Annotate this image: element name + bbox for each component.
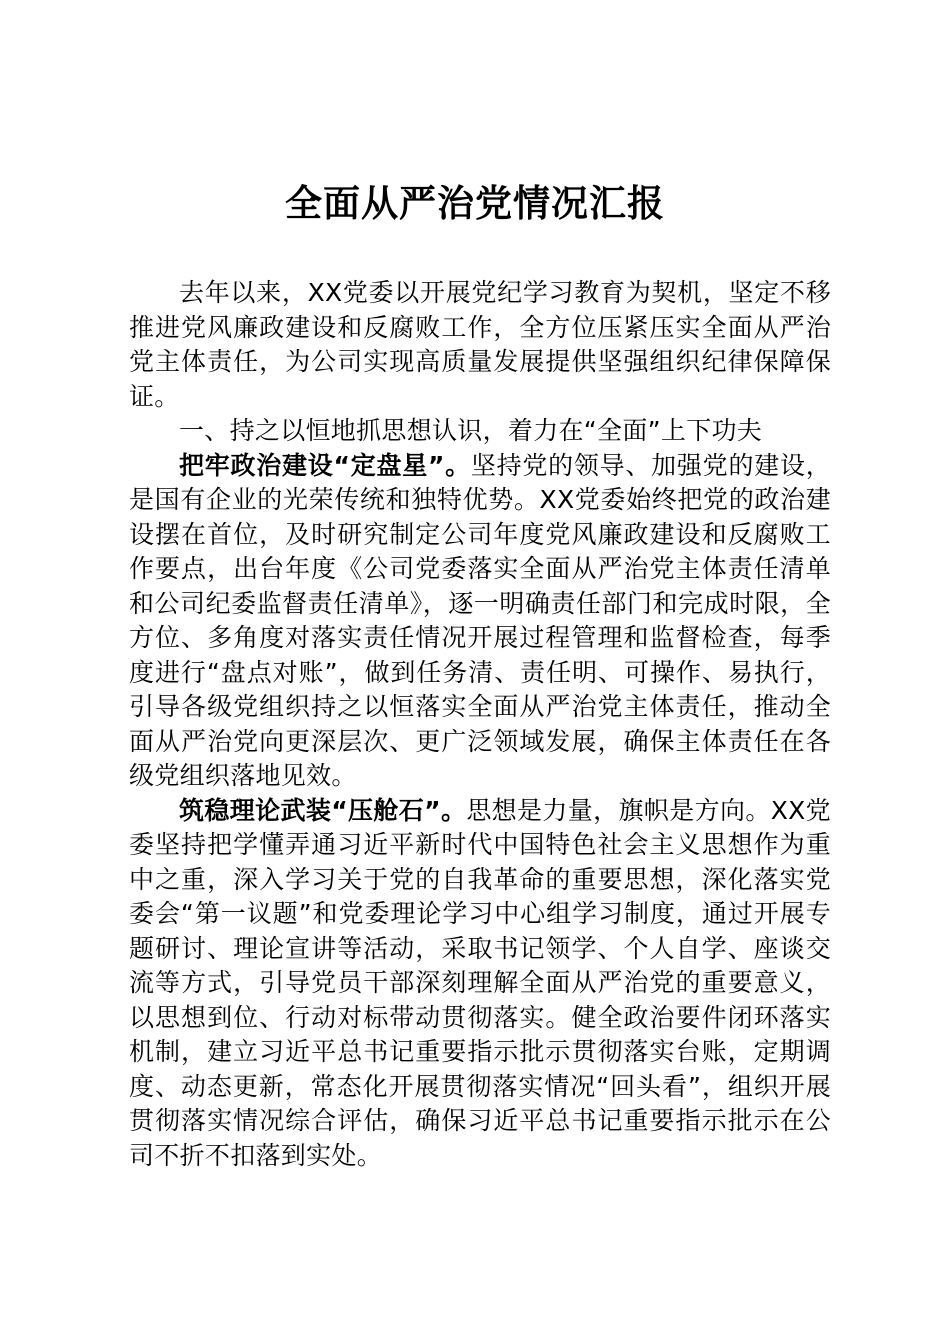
paragraph-text: 一、持之以恒地抓思想认识，着力在“全面”上下功夫	[179, 416, 763, 445]
document-title: 全面从严治党情况汇报	[285, 181, 665, 225]
paragraph-political-building	[129, 449, 831, 794]
paragraph-text: 去年以来，XX党委以开展党纪学习教育为契机，坚定不移推进党风廉政建设和反腐败工作，全方位压紧压实全面从严治党主体责任，为公司实现高质量发展提供坚强组织纪律保障保证。	[129, 278, 831, 411]
paragraph-text: 坚持党的领导、加强党的建设，是国有企业的光荣传统和独特优势。XX党委始终把党的政治建设摆在首位，及时研究制定公司年度党风廉政建设和反腐败工作要点，出台年度《公司党委落实全面从严治党主体责任清单和公司纪委监督责任清单》，逐一明确责任部门和完成时限，全方位、多角度对落实责任情况开展过程管理和监督检查，每季度进行“盘点对账”，做到任务清、责任明、可操作、易执行，引导各级党组织持之以恒落实全面从严治党主体责任，推动全面从严治党向更深层次、更广泛领域发展，确保主体责任在各级党组织落地见效。	[129, 450, 831, 790]
paragraph-text: 思想是力量，旗帜是方向。XX党委坚持把学懂弄通习近平新时代中国特色社会主义思想作为重中之重，深入学习关于党的自我革命的重要思想，深化落实党委会“第一议题”和党委理论学习中心组学习制度，通过开展专题研讨、理论宣讲等活动，采取书记领学、个人自学、座谈交流等方式，引导党员干部深刻理解全面从严治党的重要意义，以思想到位、行动对标带动贯彻落实。健全政治要件闭环落实机制，建立习近平总书记重要指示批示贯彻落实台账，定期调度、动态更新，常态化开展贯彻落实情况“回头看”，组织开展贯彻落实情况综合评估，确保习近平总书记重要指示批示在公司不折不扣落到实处。	[129, 795, 831, 1170]
section-heading-1	[129, 414, 831, 449]
paragraph-theory-arming	[129, 794, 831, 1174]
paragraph-intro	[129, 276, 831, 414]
paragraph-lead: 把牢政治建设“定盘星”。	[179, 450, 471, 480]
document-body	[129, 276, 831, 1173]
paragraph-lead: 筑稳理论武装“压舱石”。	[179, 795, 467, 825]
